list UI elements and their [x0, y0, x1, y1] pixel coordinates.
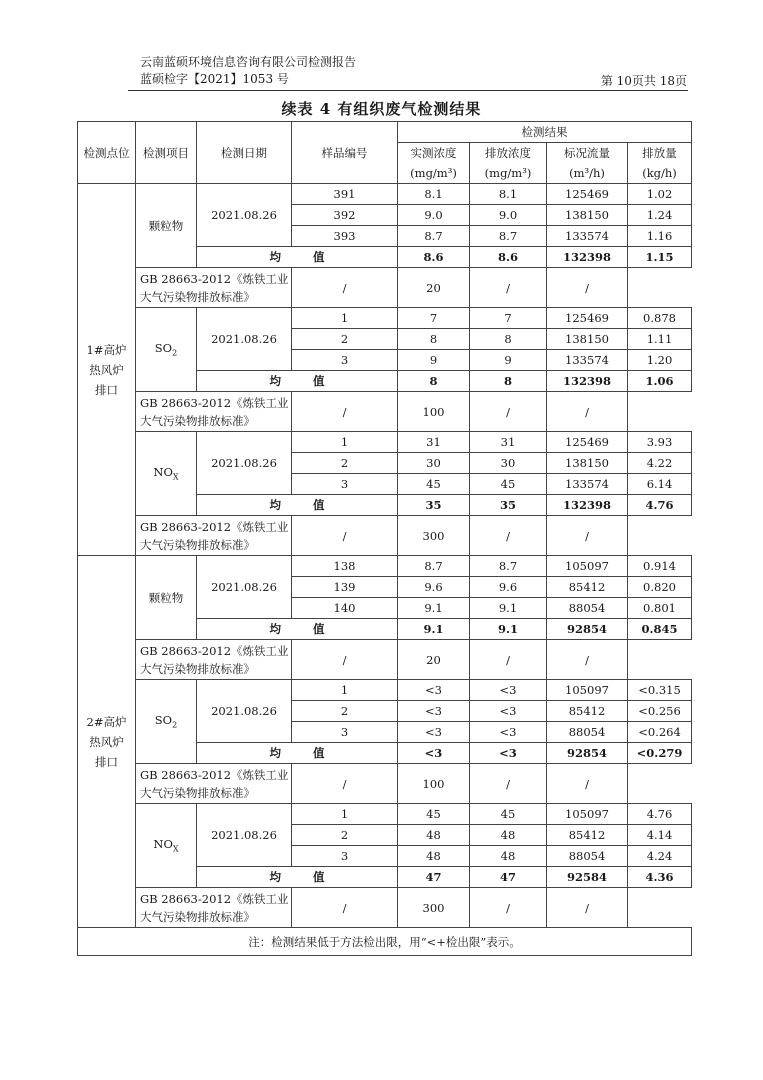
sample-cell: 1: [292, 680, 398, 701]
table-row: [78, 556, 692, 577]
standard-emission: 20: [398, 640, 470, 680]
date-cell: 2021.08.26: [197, 308, 292, 371]
emission-cell: 30: [470, 453, 547, 474]
standard-label: GB 28663-2012《炼铁工业大气污染物排放标准》: [136, 640, 292, 680]
sample-cell: 139: [292, 577, 398, 598]
table-row: [78, 432, 692, 453]
measured-cell: 9.1: [398, 598, 470, 619]
item-subscript: X: [172, 844, 179, 854]
emission-cell: 9.6: [470, 577, 547, 598]
average-rate: 1.15: [628, 247, 692, 268]
standard-emission: 100: [398, 764, 470, 804]
emission-cell: 8.1: [470, 184, 547, 205]
emission-cell: 48: [470, 825, 547, 846]
header-date: 检测日期: [197, 122, 292, 184]
standard-rate: /: [547, 268, 628, 308]
average-flow: 92584: [547, 867, 628, 888]
rate-cell: 3.93: [628, 432, 692, 453]
flow-cell: 125469: [547, 432, 628, 453]
measured-cell: 9.0: [398, 205, 470, 226]
average-flow: 92854: [547, 743, 628, 764]
flow-cell: 105097: [547, 680, 628, 701]
standard-label: GB 28663-2012《炼铁工业大气污染物排放标准》: [136, 516, 292, 556]
date-cell: 2021.08.26: [197, 804, 292, 867]
standard-flow: /: [470, 392, 547, 432]
sample-cell: 391: [292, 184, 398, 205]
header-results: 检测结果: [398, 122, 692, 143]
standard-rate: /: [547, 392, 628, 432]
measured-cell: 31: [398, 432, 470, 453]
flow-cell: 133574: [547, 474, 628, 495]
standard-flow: /: [470, 888, 547, 928]
sample-cell: 2: [292, 825, 398, 846]
header-divider: [128, 90, 688, 91]
average-rate: 4.76: [628, 495, 692, 516]
sample-cell: 3: [292, 722, 398, 743]
emission-cell: 8.7: [470, 226, 547, 247]
average-label: 均 值: [197, 743, 398, 764]
item-cell: [136, 308, 197, 392]
average-emission: 47: [470, 867, 547, 888]
average-rate: 1.06: [628, 371, 692, 392]
sample-cell: 393: [292, 226, 398, 247]
standard-label: GB 28663-2012《炼铁工业大气污染物排放标准》: [136, 392, 292, 432]
measured-cell: 8.1: [398, 184, 470, 205]
standard-rate: /: [547, 888, 628, 928]
standard-measured: /: [292, 640, 398, 680]
item-cell: [136, 432, 197, 516]
average-flow: 92854: [547, 619, 628, 640]
sample-cell: 2: [292, 329, 398, 350]
average-emission: <3: [470, 743, 547, 764]
standard-rate: /: [547, 516, 628, 556]
flow-cell: 138150: [547, 205, 628, 226]
header-point: 检测点位: [78, 122, 136, 184]
standard-row: [78, 764, 692, 804]
item-subscript: X: [172, 472, 179, 482]
standard-label: GB 28663-2012《炼铁工业大气污染物排放标准》: [136, 764, 292, 804]
table-row: [78, 680, 692, 701]
item-name: SO: [154, 713, 173, 728]
header-flow: [547, 143, 628, 184]
measured-cell: 7: [398, 308, 470, 329]
average-emission: 35: [470, 495, 547, 516]
average-emission: 8: [470, 371, 547, 392]
flow-cell: 105097: [547, 804, 628, 825]
rate-cell: 0.914: [628, 556, 692, 577]
item-cell: [136, 680, 197, 764]
emission-cell: 9.0: [470, 205, 547, 226]
date-cell: 2021.08.26: [197, 184, 292, 247]
header-rate-label: 排放量: [642, 146, 677, 160]
flow-cell: 133574: [547, 226, 628, 247]
standard-emission: 300: [398, 516, 470, 556]
point-cell: 1#高炉热风炉排口: [78, 184, 136, 556]
average-flow: 132398: [547, 495, 628, 516]
table-row: [78, 804, 692, 825]
standard-rate: /: [547, 764, 628, 804]
standard-measured: /: [292, 516, 398, 556]
standard-emission: 100: [398, 392, 470, 432]
average-measured: 8.6: [398, 247, 470, 268]
item-cell: [136, 184, 197, 268]
measured-cell: 8.7: [398, 556, 470, 577]
standard-rate: /: [547, 640, 628, 680]
header-flow-label: 标况流量: [564, 146, 610, 160]
emission-cell: 8: [470, 329, 547, 350]
rate-cell: <0.315: [628, 680, 692, 701]
rate-cell: 4.22: [628, 453, 692, 474]
standard-label: GB 28663-2012《炼铁工业大气污染物排放标准》: [136, 268, 292, 308]
measured-cell: 9: [398, 350, 470, 371]
sample-cell: 140: [292, 598, 398, 619]
average-label: 均 值: [197, 867, 398, 888]
sample-cell: 2: [292, 701, 398, 722]
measured-cell: 30: [398, 453, 470, 474]
standard-label: GB 28663-2012《炼铁工业大气污染物排放标准》: [136, 888, 292, 928]
item-subscript: 2: [172, 720, 178, 730]
average-label: 均 值: [197, 619, 398, 640]
sample-cell: 3: [292, 474, 398, 495]
measured-cell: 8: [398, 329, 470, 350]
rate-cell: 0.801: [628, 598, 692, 619]
flow-cell: 138150: [547, 329, 628, 350]
sample-cell: 1: [292, 432, 398, 453]
standard-flow: /: [470, 516, 547, 556]
rate-cell: 4.14: [628, 825, 692, 846]
header-emission: [470, 143, 547, 184]
average-flow: 132398: [547, 371, 628, 392]
flow-cell: 133574: [547, 350, 628, 371]
standard-flow: /: [470, 764, 547, 804]
standard-row: [78, 640, 692, 680]
header-measured-unit: (mg/m³): [410, 166, 457, 180]
standard-measured: /: [292, 764, 398, 804]
measured-cell: 48: [398, 825, 470, 846]
standard-row: [78, 392, 692, 432]
report-number: 蓝硕检字【2021】1053 号: [140, 72, 289, 86]
average-measured: 35: [398, 495, 470, 516]
emission-cell: <3: [470, 680, 547, 701]
standard-row: [78, 268, 692, 308]
average-emission: 8.6: [470, 247, 547, 268]
item-name: NO: [153, 837, 173, 852]
measured-cell: <3: [398, 680, 470, 701]
emission-cell: 9.1: [470, 598, 547, 619]
emission-cell: 45: [470, 474, 547, 495]
sample-cell: 2: [292, 453, 398, 474]
measured-cell: <3: [398, 722, 470, 743]
average-rate: 0.845: [628, 619, 692, 640]
average-label: 均 值: [197, 247, 398, 268]
emission-cell: 31: [470, 432, 547, 453]
table-row: [78, 184, 692, 205]
flow-cell: 125469: [547, 308, 628, 329]
rate-cell: 1.20: [628, 350, 692, 371]
average-measured: <3: [398, 743, 470, 764]
item-name: 颗粒物: [148, 590, 184, 605]
sample-cell: 138: [292, 556, 398, 577]
header-rate-unit: (kg/h): [642, 166, 677, 180]
item-name: SO: [154, 341, 173, 356]
header-sample: 样品编号: [292, 122, 398, 184]
emission-cell: <3: [470, 722, 547, 743]
standard-measured: /: [292, 392, 398, 432]
average-measured: 8: [398, 371, 470, 392]
measured-cell: 45: [398, 804, 470, 825]
header-measured: [398, 143, 470, 184]
date-cell: 2021.08.26: [197, 556, 292, 619]
sample-cell: 3: [292, 846, 398, 867]
measured-cell: 48: [398, 846, 470, 867]
date-cell: 2021.08.26: [197, 680, 292, 743]
flow-cell: 125469: [547, 184, 628, 205]
flow-cell: 85412: [547, 701, 628, 722]
flow-cell: 88054: [547, 598, 628, 619]
sample-cell: 1: [292, 804, 398, 825]
rate-cell: 1.02: [628, 184, 692, 205]
table-footnote: 注：检测结果低于方法检出限，用“<+检出限”表示。: [78, 928, 692, 956]
header-emission-unit: (mg/m³): [484, 166, 532, 180]
standard-emission: 300: [398, 888, 470, 928]
measured-cell: 9.6: [398, 577, 470, 598]
flow-cell: 88054: [547, 846, 628, 867]
page-number: 第 10页共 18页: [600, 74, 687, 88]
standard-row: [78, 516, 692, 556]
rate-cell: 0.820: [628, 577, 692, 598]
flow-cell: 88054: [547, 722, 628, 743]
standard-emission: 20: [398, 268, 470, 308]
rate-cell: 1.24: [628, 205, 692, 226]
emission-cell: 8.7: [470, 556, 547, 577]
average-measured: 47: [398, 867, 470, 888]
table-caption: 续表 4 有组织废气检测结果: [281, 100, 482, 118]
average-emission: 9.1: [470, 619, 547, 640]
measured-cell: 45: [398, 474, 470, 495]
rate-cell: 1.16: [628, 226, 692, 247]
average-flow: 132398: [547, 247, 628, 268]
sample-cell: 3: [292, 350, 398, 371]
sample-cell: 392: [292, 205, 398, 226]
measured-cell: <3: [398, 701, 470, 722]
table-row: [78, 308, 692, 329]
item-name: 颗粒物: [148, 218, 184, 233]
header-emission-label: 排放浓度: [485, 146, 531, 160]
average-label: 均 值: [197, 371, 398, 392]
sample-cell: 1: [292, 308, 398, 329]
report-header: [140, 54, 356, 88]
emission-cell: 7: [470, 308, 547, 329]
emission-cell: <3: [470, 701, 547, 722]
company-name: 云南蓝硕环境信息咨询有限公司检测报告: [140, 55, 357, 69]
rate-cell: 1.11: [628, 329, 692, 350]
rate-cell: 6.14: [628, 474, 692, 495]
standard-measured: /: [292, 888, 398, 928]
rate-cell: 4.24: [628, 846, 692, 867]
standard-flow: /: [470, 268, 547, 308]
standard-flow: /: [470, 640, 547, 680]
item-subscript: 2: [172, 348, 178, 358]
average-label: 均 值: [197, 495, 398, 516]
header-measured-label: 实测浓度: [410, 146, 457, 160]
item-name: NO: [153, 465, 173, 480]
emission-cell: 9: [470, 350, 547, 371]
item-cell: [136, 804, 197, 888]
standard-measured: /: [292, 268, 398, 308]
rate-cell: <0.264: [628, 722, 692, 743]
rate-cell: 0.878: [628, 308, 692, 329]
header-flow-unit: (m³/h): [569, 166, 605, 180]
flow-cell: 85412: [547, 825, 628, 846]
rate-cell: 4.76: [628, 804, 692, 825]
average-rate: <0.279: [628, 743, 692, 764]
date-cell: 2021.08.26: [197, 432, 292, 495]
emission-cell: 45: [470, 804, 547, 825]
emission-results-table: [77, 121, 692, 956]
rate-cell: <0.256: [628, 701, 692, 722]
standard-row: [78, 888, 692, 928]
flow-cell: 105097: [547, 556, 628, 577]
average-measured: 9.1: [398, 619, 470, 640]
flow-cell: 85412: [547, 577, 628, 598]
measured-cell: 8.7: [398, 226, 470, 247]
emission-cell: 48: [470, 846, 547, 867]
average-rate: 4.36: [628, 867, 692, 888]
flow-cell: 138150: [547, 453, 628, 474]
point-cell: 2#高炉热风炉排口: [78, 556, 136, 928]
header-rate: [628, 143, 692, 184]
item-cell: [136, 556, 197, 640]
header-item: 检测项目: [136, 122, 197, 184]
